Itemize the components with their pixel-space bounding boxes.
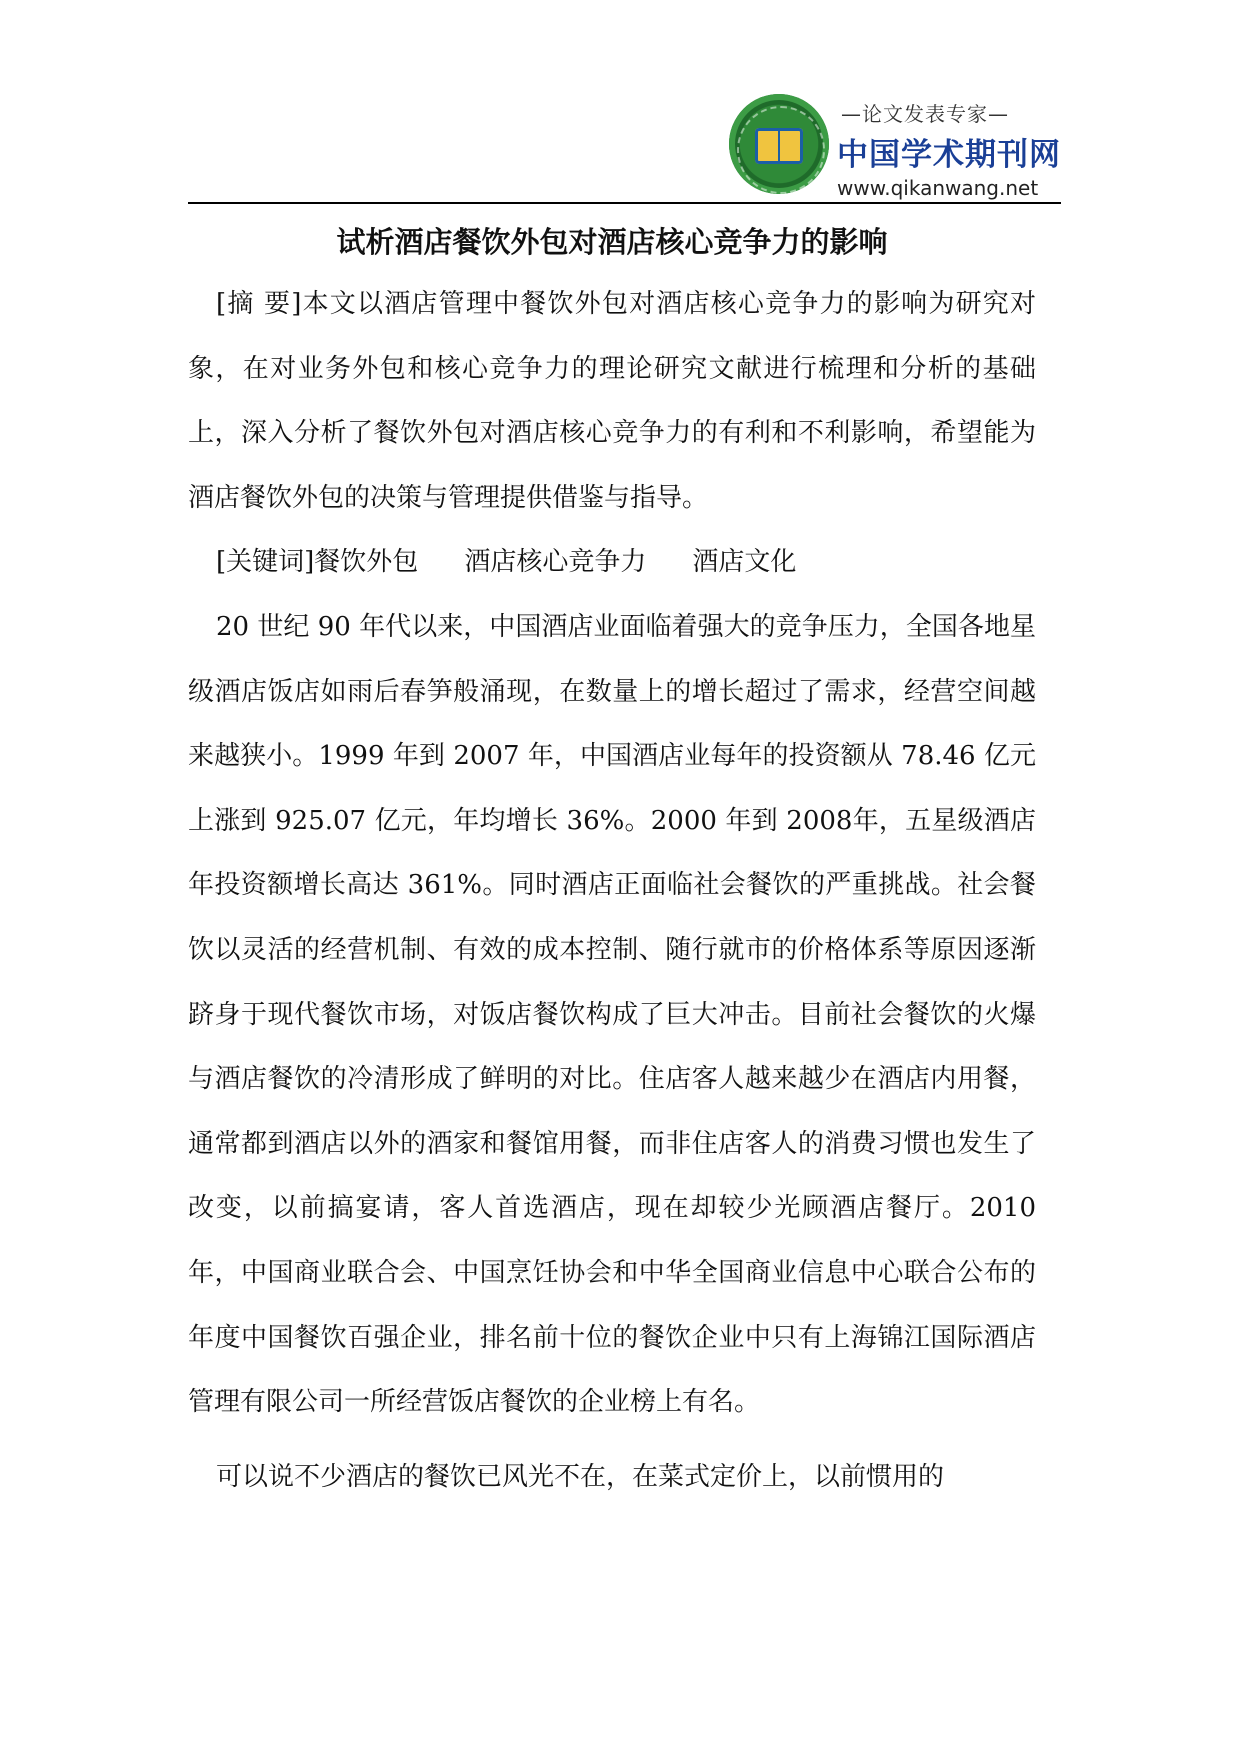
body-line: 和餐馆用餐，而非住店客人的消费习惯也发生了改变，以前搞宴请，: [188, 1128, 1036, 1224]
body-line: 20 世纪 90 年代以来，中国酒店业面临着强大的竞争压力，全国: [216, 611, 958, 642]
body-line: 饮百强企业，排名前十位的餐饮企业中只有上海锦江国际酒店管理: [188, 1322, 1036, 1418]
keyword: 餐饮外包: [314, 547, 419, 578]
body-line: 可以说不少酒店的餐饮已风光不在，在菜式定价上，以前惯用的: [216, 1461, 945, 1492]
keyword: 酒店核心竞争力: [464, 547, 647, 578]
body-line: 有限公司一所经营饭店餐饮的企业榜上有名。: [240, 1387, 761, 1418]
header-divider: [188, 202, 1061, 204]
keywords-label: [关键词]: [216, 547, 315, 578]
body-line: 各地星级酒店饭店如雨后春笋般涌现，在数量上的增长超过了需求，: [188, 611, 1036, 707]
abstract-label: [摘 要]: [216, 289, 302, 319]
body-line: 的严重挑战。社会餐饮以灵活的经营机制、有效的成本控制、随行: [188, 870, 1036, 965]
logo-site-url: www.qikanwang.net: [837, 176, 1039, 200]
logo-slogan: —论文发表专家—: [841, 102, 1009, 126]
abstract-line: 和分析的基础上，深入分析了餐饮外包对酒店核心竞争力的有利和: [188, 353, 1036, 449]
body-paragraph-2: [188, 1445, 1036, 1510]
body-line: 对比。住店客人越来越少在酒店内用餐，通常都到酒店以外的酒家: [188, 1064, 1036, 1159]
body-line: 了巨大冲击。目前社会餐饮的火爆与酒店餐饮的冷清形成了鲜明的: [188, 999, 1036, 1095]
body-line: 客人首选酒店，现在却较少光顾酒店餐厅。2010 年，中国商业联合: [188, 1193, 1036, 1288]
keyword: 酒店文化: [692, 547, 797, 578]
abstract-line: 不利影响，希望能为酒店餐饮外包的决策与管理提供借鉴与指导。: [188, 418, 1036, 513]
logo-emblem: [729, 94, 829, 194]
keywords-paragraph: [188, 530, 1036, 595]
site-logo[interactable]: [729, 86, 1061, 200]
logo-site-name: 中国学术期刊网: [837, 137, 1061, 173]
abstract-paragraph: [188, 272, 1036, 530]
body-line: 年，五星级酒店年投资额增长高达 361%。同时酒店正面临社会餐饮: [188, 805, 1036, 901]
logo-text-block: [837, 98, 1061, 200]
body-paragraph-1: [188, 595, 1036, 1435]
body-line: 就市的价格体系等原因逐渐跻身于现代餐饮市场，对饭店餐饮构成: [188, 934, 1036, 1030]
abstract-line: 为研究对象，在对业务外包和核心竞争力的理论研究文献进行梳理: [188, 289, 1036, 384]
book-icon: [755, 128, 803, 164]
body-line: 会、中国烹饪协会和中华全国商业信息中心联合公布的年度中国餐: [188, 1257, 1036, 1353]
body-line: 经营空间越来越狭小。1999 年到 2007 年，中国酒店业每年的投资: [188, 676, 1036, 772]
body-line: 额从 78.46 亿元上涨到 925.07 亿元，年均增长 36%。2000 年到 2008: [188, 741, 1036, 836]
abstract-line: 本文以酒店管理中餐饮外包对酒店核心竞争力的影响: [301, 289, 929, 319]
article-title: 试析酒店餐饮外包对酒店核心竞争力的影响: [336, 225, 888, 259]
article-body: [188, 210, 1036, 1509]
page-header: [188, 78, 1061, 202]
